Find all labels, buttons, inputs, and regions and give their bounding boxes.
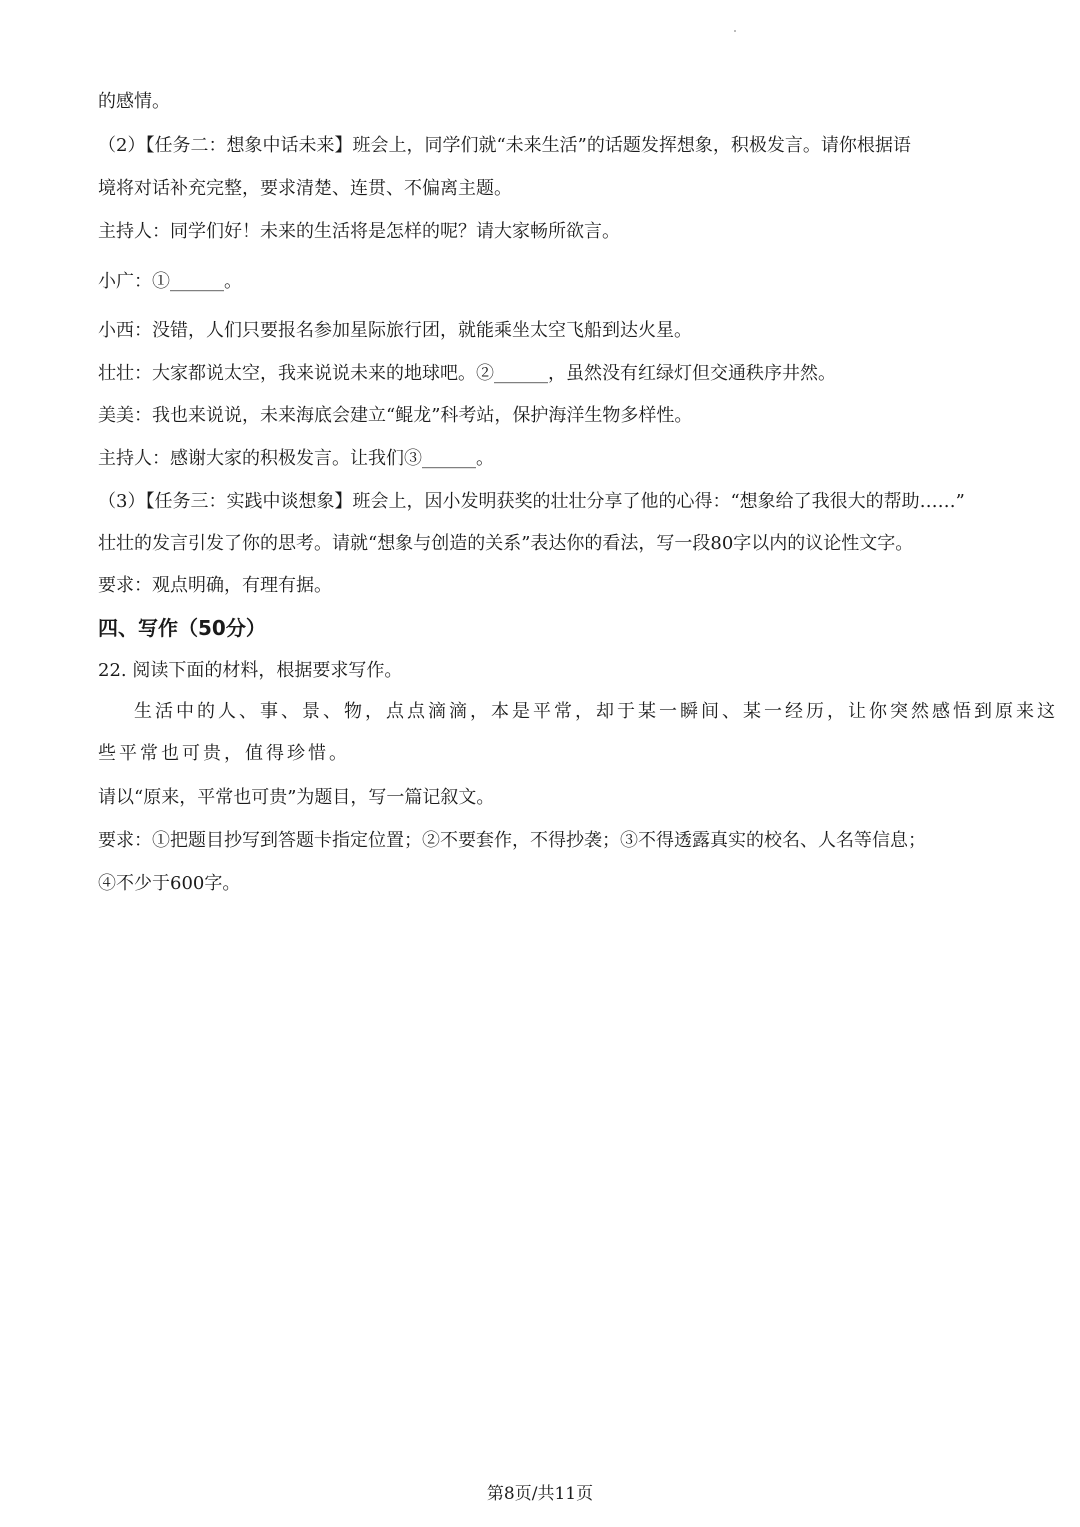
- question-22-line: 22. 阅读下面的材料，根据要求写作。: [98, 660, 403, 681]
- section-heading-writing: 四、写作（50分）: [98, 616, 266, 640]
- text-line: 的感情。: [98, 91, 170, 112]
- page-footer: 第8页/共11页: [486, 1484, 594, 1504]
- requirement-line: 要求：观点明确，有理有据。: [98, 575, 332, 596]
- material-line: 些平常也可贵，值得珍惜。: [98, 743, 350, 764]
- requirement-line: 要求：①把题目抄写到答题卡指定位置；②不要套作，不得抄袭；③不得透露真实的校名、人名等信息；: [98, 830, 926, 851]
- dialogue-line: 美美：我也来说说，未来海底会建立“鲲龙”科考站，保护海洋生物多样性。: [98, 405, 693, 426]
- prompt-line: 请以“原来，平常也可贵”为题目，写一篇记叙文。: [98, 787, 495, 808]
- dialogue-host-line: 主持人：同学们好！未来的生活将是怎样的呢？请大家畅所欲言。: [98, 221, 620, 242]
- requirement-line: ④不少于600字。: [98, 873, 241, 894]
- material-line: 生活中的人、事、景、物，点点滴滴，本是平常，却于某一瞬间、某一经历，让你突然感悟到原来这: [134, 701, 1058, 722]
- text-line: 壮壮的发言引发了你的思考。请就“想象与创造的关系”表达你的看法，写一段80字以内的议论性文字。: [98, 533, 914, 554]
- text-line: 境将对话补充完整，要求清楚、连贯、不偏离主题。: [98, 178, 512, 199]
- scan-speck: [734, 30, 736, 32]
- dialogue-blank-1-line: 小广：①______。: [98, 271, 242, 292]
- dialogue-blank-2-line: 壮壮：大家都说太空，我来说说未来的地球吧。②______，虽然没有红绿灯但交通秩序井然。: [98, 363, 836, 384]
- dialogue-blank-3-line: 主持人：感谢大家的积极发言。让我们③______。: [98, 448, 494, 469]
- dialogue-line: 小西：没错，人们只要报名参加星际旅行团，就能乘坐太空飞船到达火星。: [98, 320, 692, 341]
- task-two-line: （2）【任务二：想象中话未来】班会上，同学们就“未来生活”的话题发挥想象，积极发言。请你根据语: [98, 135, 911, 156]
- task-three-line: （3）【任务三：实践中谈想象】班会上，因小发明获奖的壮壮分享了他的心得：“想象给了我很大的帮助……”: [98, 491, 965, 512]
